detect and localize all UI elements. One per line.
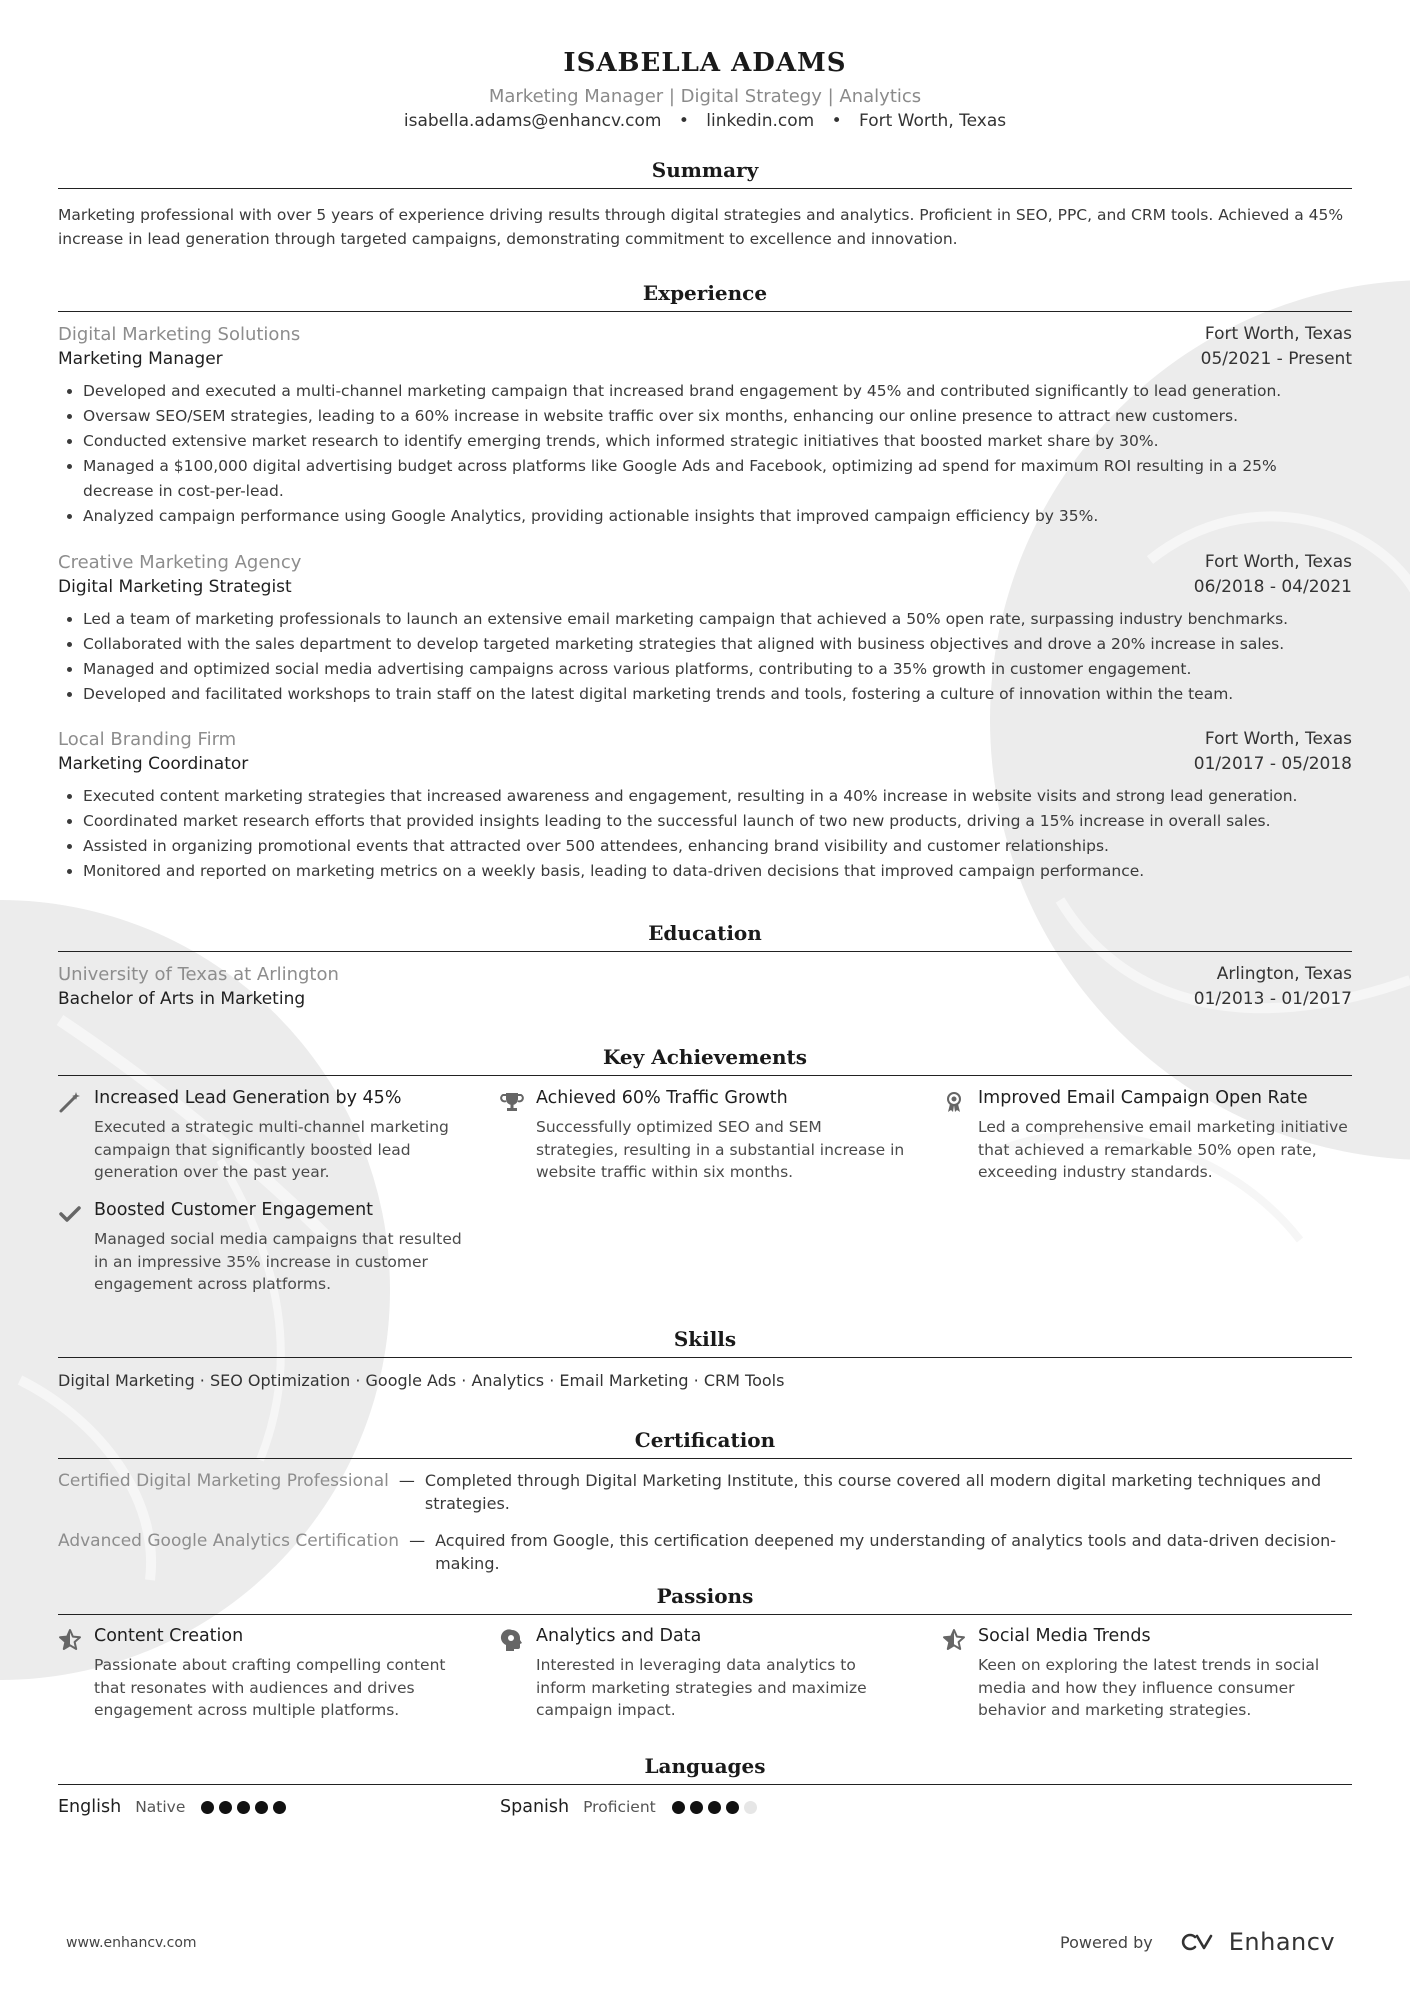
job-dates: 06/2018 - 04/2021	[1193, 577, 1352, 597]
certification-dash: —	[398, 1471, 415, 1490]
certification-name: Advanced Google Analytics Certification	[58, 1531, 400, 1551]
job-bullets	[58, 379, 1352, 529]
achievement-title: Increased Lead Generation by 45%	[94, 1088, 402, 1108]
certification-desc: Acquired from Google, this certification deepened my understanding of analytics tools and data-driven decision-making.	[435, 1531, 1337, 1573]
bullet-item: • Conducted extensive market research to identify emerging trends, which informed strategic initiatives that boosted market share by 30%.	[83, 429, 1352, 454]
skills-heading: Skills	[58, 1327, 1352, 1358]
education-dates: 01/2013 - 01/2017	[1193, 989, 1352, 1009]
footer-website[interactable]: www.enhancv.com	[66, 1935, 197, 1951]
rating-dot-filled	[201, 1801, 214, 1814]
job-role: Marketing Manager	[58, 349, 223, 369]
language-level: Native	[135, 1798, 186, 1816]
candidate-title: Marketing Manager | Digital Strategy | Analytics	[488, 86, 922, 107]
rating-dot-filled	[708, 1801, 721, 1814]
achievement-title: Improved Email Campaign Open Rate	[978, 1088, 1308, 1108]
languages-heading: Languages	[58, 1754, 1352, 1785]
certification-dash: —	[409, 1531, 426, 1550]
certification-heading: Certification	[58, 1428, 1352, 1459]
enhancv-brand[interactable]: Enhancv	[1228, 1928, 1336, 1956]
bullet-item: • Oversaw SEO/SEM strategies, leading to a 60% increase in website traffic over six months, enhancing our online presence to attract new customers.	[83, 404, 1352, 429]
job-bullets	[58, 607, 1352, 707]
bullet-item: • Developed and executed a multi-channel marketing campaign that increased brand engagement by 45% and contributed significantly to lead generation.	[83, 379, 1352, 404]
experience-heading: Experience	[58, 281, 1352, 312]
job-dates: 05/2021 - Present	[1200, 349, 1352, 369]
job-entry	[58, 552, 1352, 707]
rating-dot-filled	[219, 1801, 232, 1814]
job-dates: 01/2017 - 05/2018	[1193, 754, 1352, 774]
bullet-item: • Monitored and reported on marketing metrics on a weekly basis, leading to data-driven decisions that improved campaign performance.	[83, 859, 1352, 884]
rating-dot-filled	[237, 1801, 250, 1814]
bullet-item: • Developed and facilitated workshops to train staff on the latest digital marketing trends and tools, fostering a culture of innovation within the team.	[83, 682, 1352, 707]
job-location: Fort Worth, Texas	[1204, 729, 1352, 749]
company-name: Creative Marketing Agency	[58, 552, 302, 573]
checkmark-icon	[58, 1202, 82, 1226]
summary-text: Marketing professional with over 5 years of experience driving results through digital strategies and analytics. Proficient in SEO, PPC, and CRM tools. Achieved a 45% increase in lead generation through targeted campaigns, demonstrating commitment to excellence and innovation.	[58, 206, 1344, 248]
summary-heading: Summary	[58, 158, 1352, 189]
rating-dot-filled	[726, 1801, 739, 1814]
rating-dot-filled	[273, 1801, 286, 1814]
certification-item	[58, 1530, 1352, 1575]
trophy-icon	[500, 1090, 524, 1114]
certification-desc: Completed through Digital Marketing Institute, this course covered all modern digital marketing techniques and strategies.	[424, 1471, 1322, 1513]
candidate-name: ISABELLA ADAMS	[563, 48, 847, 78]
bullet-item: • Analyzed campaign performance using Google Analytics, providing actionable insights that improved campaign efficiency by 35%.	[83, 504, 1352, 529]
passion-desc: Keen on exploring the latest trends in social media and how they influence consumer behavior and marketing strategies.	[978, 1656, 1320, 1719]
passion-desc: Interested in leveraging data analytics to inform marketing strategies and maximize campaign impact.	[536, 1656, 867, 1719]
language-name: Spanish	[500, 1797, 570, 1817]
brain-head-icon	[500, 1628, 524, 1652]
passion-desc: Passionate about crafting compelling content that resonates with audiences and drives engagement across multiple platforms.	[94, 1656, 446, 1719]
job-entry	[58, 324, 1352, 529]
certification-name: Certified Digital Marketing Professional	[58, 1471, 389, 1491]
job-location: Fort Worth, Texas	[1204, 552, 1352, 572]
company-name: Local Branding Firm	[58, 729, 237, 750]
job-role: Digital Marketing Strategist	[58, 577, 292, 597]
achievement-desc: Successfully optimized SEO and SEM strategies, resulting in a substantial increase in website traffic within six months.	[536, 1118, 905, 1181]
award-icon	[942, 1090, 966, 1114]
passion-title: Social Media Trends	[978, 1626, 1151, 1646]
bullet-item: • Led a team of marketing professionals to launch an extensive email marketing campaign that achieved a 50% open rate, surpassing industry benchmarks.	[83, 607, 1352, 632]
bullet-item: • Collaborated with the sales department to develop targeted marketing strategies that aligned with business objectives and drove a 20% increase in sales.	[83, 632, 1352, 657]
rating-dot-filled	[690, 1801, 703, 1814]
enhancv-logo-icon	[1177, 1931, 1221, 1953]
email-link[interactable]: isabella.adams@enhancv.com	[403, 111, 662, 131]
bullet-item: • Managed and optimized social media advertising campaigns across various platforms, contributing to a 35% growth in customer engagement.	[83, 657, 1352, 682]
star-icon	[58, 1628, 82, 1652]
company-name: Digital Marketing Solutions	[58, 324, 301, 345]
passion-title: Analytics and Data	[536, 1626, 702, 1646]
bullet-item: • Assisted in organizing promotional events that attracted over 500 attendees, enhancing brand visibility and customer relationships.	[83, 834, 1352, 859]
wand-icon	[58, 1090, 82, 1114]
language-item	[58, 1797, 291, 1817]
achievement-title: Boosted Customer Engagement	[94, 1200, 374, 1220]
bullet-item: • Managed a $100,000 digital advertising budget across platforms like Google Ads and Facebook, optimizing ad spend for maximum ROI resulting in a 25% decrease in cost-per-lead.	[83, 454, 1352, 504]
achievements-heading: Key Achievements	[58, 1045, 1352, 1076]
job-location: Fort Worth, Texas	[1204, 324, 1352, 344]
achievement-desc: Managed social media campaigns that resulted in an impressive 35% increase in customer engagement across platforms.	[94, 1230, 462, 1293]
job-bullets	[58, 784, 1352, 884]
contact-separator: •	[678, 111, 689, 131]
education-heading: Education	[58, 921, 1352, 952]
rating-dot-filled	[255, 1801, 268, 1814]
linkedin-link[interactable]: linkedin.com	[706, 111, 815, 131]
achievement-title: Achieved 60% Traffic Growth	[536, 1088, 788, 1108]
education-entry	[58, 964, 1352, 1009]
school-name: University of Texas at Arlington	[58, 964, 339, 985]
contact-line	[0, 111, 1410, 131]
bullet-item: • Executed content marketing strategies that increased awareness and engagement, resulting in a 40% increase in website visits and strong lead generation.	[83, 784, 1352, 809]
language-item	[500, 1797, 762, 1817]
contact-separator: •	[831, 111, 842, 131]
language-level: Proficient	[583, 1798, 656, 1816]
passion-title: Content Creation	[94, 1626, 244, 1646]
skills-list: Digital Marketing · SEO Optimization · Google Ads · Analytics · Email Marketing · CRM Tools	[58, 1371, 785, 1390]
footer-branding	[1060, 1928, 1335, 1956]
bullet-item: • Coordinated market research efforts that provided insights leading to the successful launch of two new products, driving a 15% increase in overall sales.	[83, 809, 1352, 834]
language-name: English	[58, 1797, 122, 1817]
achievements-grid	[58, 1088, 1352, 1308]
passions-grid	[58, 1626, 1352, 1736]
rating-dot-filled	[672, 1801, 685, 1814]
star-icon	[942, 1628, 966, 1652]
certification-item	[58, 1470, 1352, 1515]
powered-by-label: Powered by	[1060, 1932, 1153, 1952]
language-rating	[201, 1801, 291, 1814]
job-role: Marketing Coordinator	[58, 754, 249, 774]
degree-name: Bachelor of Arts in Marketing	[58, 989, 306, 1009]
rating-dot-empty	[744, 1801, 757, 1814]
achievement-desc: Executed a strategic multi-channel marketing campaign that significantly boosted lead generation over the past year.	[94, 1118, 449, 1181]
language-rating	[672, 1801, 762, 1814]
achievement-desc: Led a comprehensive email marketing initiative that achieved a remarkable 50% open rate, exceeding industry standards.	[978, 1118, 1348, 1181]
passions-heading: Passions	[58, 1584, 1352, 1615]
school-location: Arlington, Texas	[1216, 964, 1352, 984]
location-text: Fort Worth, Texas	[859, 111, 1007, 131]
job-entry	[58, 729, 1352, 884]
